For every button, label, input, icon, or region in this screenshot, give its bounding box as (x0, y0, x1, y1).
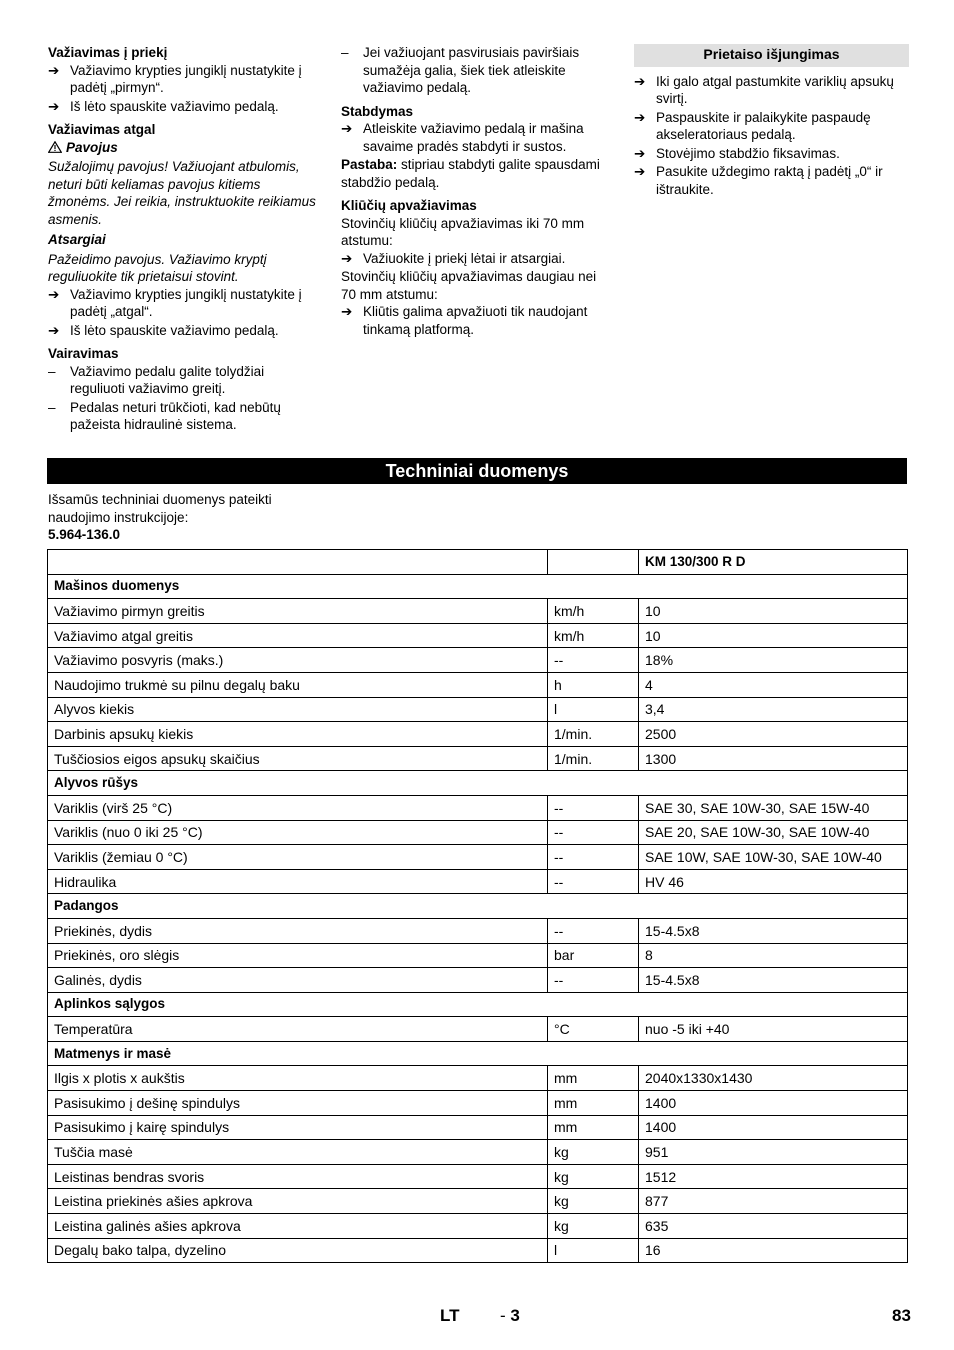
arrow-right-icon: ➔ (634, 109, 646, 125)
column-right (634, 44, 909, 199)
arrow-right-icon: ➔ (634, 73, 646, 89)
step-item: ➔ Iš lėto spauskite važiavimo pedalą. (48, 98, 279, 114)
danger-text: Sužalojimų pavojus! Važiuojant atbulomis, neturi būti keliamas pavojus kitiems žmonėms. Jei reikia, instruktuokite reikiamus asmenis. (48, 159, 316, 227)
cell-value: 1400 (639, 1091, 908, 1116)
arrow-right-icon: ➔ (48, 322, 60, 338)
footer-page-number: 83 (892, 1306, 911, 1325)
dash-item: – Pedalas neturi trūkčioti, kad nebūtų pažeista hidraulinė sistema. (48, 399, 281, 432)
cell-label: Temperatūra (48, 1017, 548, 1042)
spec-table (47, 549, 908, 1263)
cell-label: Hidraulika (48, 869, 548, 894)
cell-unit: -- (548, 869, 639, 894)
table-row (48, 943, 908, 968)
cell-value: 951 (639, 1140, 908, 1165)
cell-label: Variklis (žemiau 0 °C) (48, 845, 548, 870)
cell-unit: l (548, 697, 639, 722)
arrow-right-icon: ➔ (341, 121, 353, 136)
table-row (48, 968, 908, 993)
cell-value: 877 (639, 1189, 908, 1214)
intro-block (48, 491, 328, 544)
cell-value: SAE 30, SAE 10W-30, SAE 15W-40 (639, 795, 908, 820)
cell-unit: -- (548, 795, 639, 820)
table-row (48, 1066, 908, 1091)
cell-value: 15-4.5x8 (639, 918, 908, 943)
group-label-cell: Matmenys ir masė (48, 1041, 908, 1066)
cell-unit: mm (548, 1091, 639, 1116)
cell-label: Variklis (virš 25 °C) (48, 795, 548, 820)
section-title-bar: Techniniai duomenys (47, 458, 907, 484)
heading-steering: Vairavimas (48, 346, 119, 361)
obstacle-paragraph: Stovinčių kliūčių apvažiavimas iki 70 mm atstumu: (341, 215, 585, 248)
heading-drive-forward: Važiavimas į priekį (48, 45, 168, 60)
cell-value: HV 46 (639, 869, 908, 894)
cell-value: 3,4 (639, 697, 908, 722)
arrow-right-icon: ➔ (48, 286, 60, 302)
table-group-row (48, 894, 908, 919)
cell-label: Priekinės, oro slėgis (48, 943, 548, 968)
group-label-cell: Padangos (48, 894, 908, 919)
table-row (48, 746, 908, 771)
cell-value: 10 (639, 623, 908, 648)
step-item: ➔ Pasukite uždegimo raktą į padėtį „0“ ir ištraukite. (634, 164, 883, 197)
heading-drive-reverse: Važiavimas atgal (48, 122, 156, 137)
cell-unit: kg (548, 1214, 639, 1239)
cell-value: 1512 (639, 1164, 908, 1189)
table-row (48, 599, 908, 624)
cell-label: Darbinis apsukų kiekis (48, 722, 548, 747)
cell-unit: -- (548, 918, 639, 943)
arrow-right-icon: ➔ (341, 304, 353, 319)
cell-value: 2040x1330x1430 (639, 1066, 908, 1091)
table-row (48, 869, 908, 894)
table-group-row (48, 992, 908, 1017)
cell-value: 4 (639, 672, 908, 697)
cell-value: 1300 (639, 746, 908, 771)
table-row (48, 918, 908, 943)
cell-unit: l (548, 1238, 639, 1263)
cell-unit: km/h (548, 599, 639, 624)
dash-item: – Jei važiuojant pasvirusiais paviršiais sumažėja galia, šiek tiek atleiskite važiavimo pedalą. (341, 45, 580, 95)
cell-unit: kg (548, 1189, 639, 1214)
cell-unit: kg (548, 1164, 639, 1189)
cell-unit: 1/min. (548, 746, 639, 771)
cell-label: Važiavimo atgal greitis (48, 623, 548, 648)
cell-label: Galinės, dydis (48, 968, 548, 993)
note-paragraph: Pastaba: stipriau stabdyti galite spausdami stabdžio pedalą. (341, 157, 600, 190)
cell-unit: mm (548, 1115, 639, 1140)
cell-label: Alyvos kiekis (48, 697, 548, 722)
table-group-row (48, 1041, 908, 1066)
cell-unit: h (548, 672, 639, 697)
table-row (48, 845, 908, 870)
cell-label: Priekinės, dydis (48, 918, 548, 943)
step-item: ➔ Kliūtis galima apvažiuoti tik naudojant tinkamą platformą. (341, 304, 588, 337)
step-item: ➔ Važiavimo krypties jungiklį nustatykite į padėtį „pirmyn“. (48, 62, 302, 95)
table-row (48, 795, 908, 820)
cell-value: 18% (639, 648, 908, 673)
step-item: ➔ Iš lėto spauskite važiavimo pedalą. (48, 322, 279, 338)
heading-obstacles: Kliūčių apvažiavimas (341, 198, 477, 213)
header-cell-label (48, 550, 548, 575)
table-row (48, 1140, 908, 1165)
cell-unit: -- (548, 845, 639, 870)
table-row (48, 1238, 908, 1263)
table-group-row (48, 771, 908, 796)
cell-unit: -- (548, 968, 639, 993)
table-header-row (48, 550, 908, 575)
cell-label: Pasisukimo į dešinę spindulys (48, 1091, 548, 1116)
step-item: ➔ Važiuokite į priekį lėtai ir atsargiai. (341, 250, 566, 266)
cell-label: Leistina priekinės ašies apkrova (48, 1189, 548, 1214)
danger-label: Pavojus (48, 139, 322, 157)
cell-unit: 1/min. (548, 722, 639, 747)
dash-item: – Važiavimo pedalu galite tolydžiai reguliuoti važiavimo greitį. (48, 363, 265, 396)
cell-value: 8 (639, 943, 908, 968)
cell-unit: -- (548, 648, 639, 673)
group-label-cell: Mašinos duomenys (48, 574, 908, 599)
cell-value: SAE 10W, SAE 10W-30, SAE 10W-40 (639, 845, 908, 870)
header-cell-model: KM 130/300 R D (639, 550, 908, 575)
cell-value: 2500 (639, 722, 908, 747)
table-row (48, 648, 908, 673)
intro-text: Išsamūs techniniai duomenys pateikti naudojimo instrukcijoje: (48, 492, 272, 525)
table-row (48, 1214, 908, 1239)
cell-value: 1400 (639, 1115, 908, 1140)
obstacle-paragraph: Stovinčių kliūčių apvažiavimas daugiau nei 70 mm atstumu: (341, 269, 597, 302)
cell-label: Ilgis x plotis x aukštis (48, 1066, 548, 1091)
heading-braking: Stabdymas (341, 103, 414, 119)
cell-label: Leistinas bendras svoris (48, 1164, 548, 1189)
table-row (48, 820, 908, 845)
group-label-cell: Alyvos rūšys (48, 771, 908, 796)
cell-label: Važiavimo pirmyn greitis (48, 599, 548, 624)
cell-unit: mm (548, 1066, 639, 1091)
intro-code: 5.964-136.0 (48, 527, 121, 542)
cell-label: Variklis (nuo 0 iki 25 °C) (48, 820, 548, 845)
cell-unit: -- (548, 820, 639, 845)
step-item: ➔ Atleiskite važiavimo pedalą ir mašina savaime pradės stabdyti ir sustos. (341, 121, 584, 154)
caution-label: Atsargiai (48, 232, 106, 247)
table-group-row (48, 574, 908, 599)
cell-label: Leistina galinės ašies apkrova (48, 1214, 548, 1239)
table-row (48, 722, 908, 747)
step-item: ➔ Važiavimo krypties jungiklį nustatykite į padėtį „atgal“. (48, 286, 302, 319)
table-row (48, 1164, 908, 1189)
table-row (48, 623, 908, 648)
table-row (48, 672, 908, 697)
cell-label: Tuščia masė (48, 1140, 548, 1165)
header-cell-unit (548, 550, 639, 575)
table-row (48, 1091, 908, 1116)
spec-table-body (48, 550, 908, 1263)
arrow-right-icon: ➔ (634, 164, 646, 179)
cell-label: Naudojimo trukmė su pilnu degalų baku (48, 672, 548, 697)
cell-value: 15-4.5x8 (639, 968, 908, 993)
step-item: ➔ Paspauskite ir palaikykite paspaudę akseleratoriaus pedalą. (634, 109, 871, 142)
cell-unit: km/h (548, 623, 639, 648)
cell-value: 16 (639, 1238, 908, 1263)
cell-value: 10 (639, 599, 908, 624)
cell-unit: bar (548, 943, 639, 968)
column-left (48, 44, 322, 435)
table-row (48, 1115, 908, 1140)
group-label-cell: Aplinkos sąlygos (48, 992, 908, 1017)
cell-label: Tuščiosios eigos apsukų skaičius (48, 746, 548, 771)
step-item: ➔ Iki galo atgal pastumkite variklių apsukų svirtį. (634, 73, 894, 106)
table-row (48, 697, 908, 722)
warning-triangle-icon (48, 141, 62, 153)
table-row (48, 1017, 908, 1042)
table-row (48, 1189, 908, 1214)
cell-value: SAE 20, SAE 10W-30, SAE 10W-40 (639, 820, 908, 845)
cell-unit: kg (548, 1140, 639, 1165)
arrow-right-icon: ➔ (341, 250, 353, 266)
cell-label: Važiavimo posvyris (maks.) (48, 648, 548, 673)
cell-label: Degalų bako talpa, dyzelino (48, 1238, 548, 1263)
arrow-right-icon: ➔ (634, 145, 646, 161)
heading-shutdown: Prietaiso išjungimas (634, 44, 909, 67)
step-item: ➔ Stovėjimo stabdžio fiksavimas. (634, 145, 840, 161)
arrow-right-icon: ➔ (48, 98, 60, 114)
cell-value: nuo -5 iki +40 (639, 1017, 908, 1042)
column-middle (341, 44, 613, 339)
caution-text: Pažeidimo pavojus. Važiavimo kryptį reguliuokite tik prietaisui stovint. (48, 251, 267, 284)
cell-label: Pasisukimo į kairę spindulys (48, 1115, 548, 1140)
footer-subpage: - 3 (500, 1306, 520, 1325)
cell-value: 635 (639, 1214, 908, 1239)
arrow-right-icon: ➔ (48, 62, 60, 78)
cell-unit: °C (548, 1017, 639, 1042)
footer-language: LT (440, 1306, 460, 1325)
